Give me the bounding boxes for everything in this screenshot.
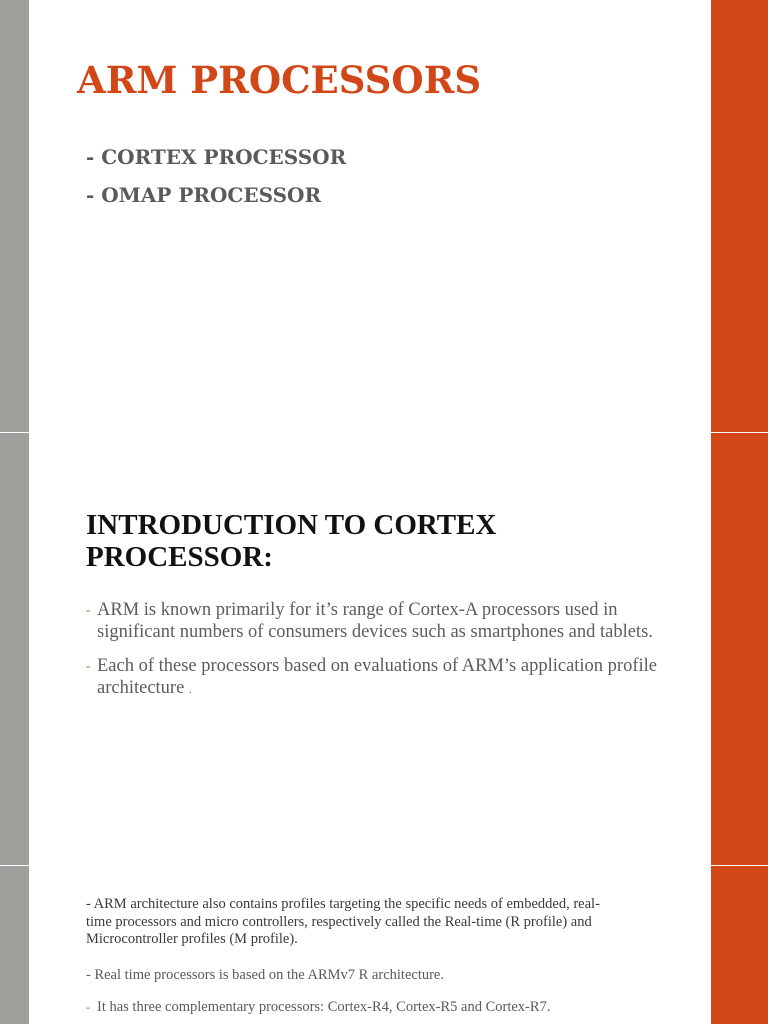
left-gray-bar bbox=[0, 433, 29, 865]
right-orange-bar bbox=[711, 433, 768, 865]
bullet-complementary bbox=[86, 999, 627, 1017]
bullet-text: Each of these processors based on evaluations of ARM’s application profile architecture bbox=[97, 656, 657, 698]
paragraph-profiles: - ARM architecture also contains profiles targeting the specific needs of embedded, real-time processors and micro controllers, respectively called the Real-time (R profile) and Microcontroller profiles (M profile). bbox=[86, 896, 600, 947]
slide-arm-profiles bbox=[0, 866, 768, 1024]
bullet-text: ARM is known primarily for it’s range of Cortex-A processors used in significant numbers of consumers devices such as smartphones and tablets. bbox=[97, 600, 653, 642]
slide-title: ARM PROCESSORS bbox=[77, 58, 482, 102]
slide-arm-processors bbox=[0, 0, 768, 432]
bullet-cortex-processor: - CORTEX PROCESSOR bbox=[86, 145, 347, 169]
left-gray-bar bbox=[0, 0, 29, 432]
paragraph-realtime: - Real time processors is based on the ARMv7 R architecture. bbox=[86, 967, 444, 983]
left-gray-bar bbox=[0, 866, 29, 1024]
list-item bbox=[86, 599, 666, 643]
dash-bullet-icon: - bbox=[86, 658, 91, 673]
dash-bullet-icon: - bbox=[86, 1000, 90, 1014]
right-orange-bar bbox=[711, 866, 768, 1024]
bullet-omap-processor: - OMAP PROCESSOR bbox=[86, 183, 322, 207]
bullet-text: It has three complementary processors: Cortex-R4, Cortex-R5 and Cortex-R7. bbox=[97, 999, 551, 1015]
slide-heading: INTRODUCTION TO CORTEX PROCESSOR: bbox=[86, 509, 497, 573]
list-item bbox=[86, 655, 666, 700]
bullet-list bbox=[86, 599, 666, 712]
dash-bullet-icon: - bbox=[86, 602, 91, 617]
slide-intro-cortex bbox=[0, 433, 768, 865]
right-orange-bar bbox=[711, 0, 768, 432]
trailing-dot: . bbox=[188, 682, 192, 696]
